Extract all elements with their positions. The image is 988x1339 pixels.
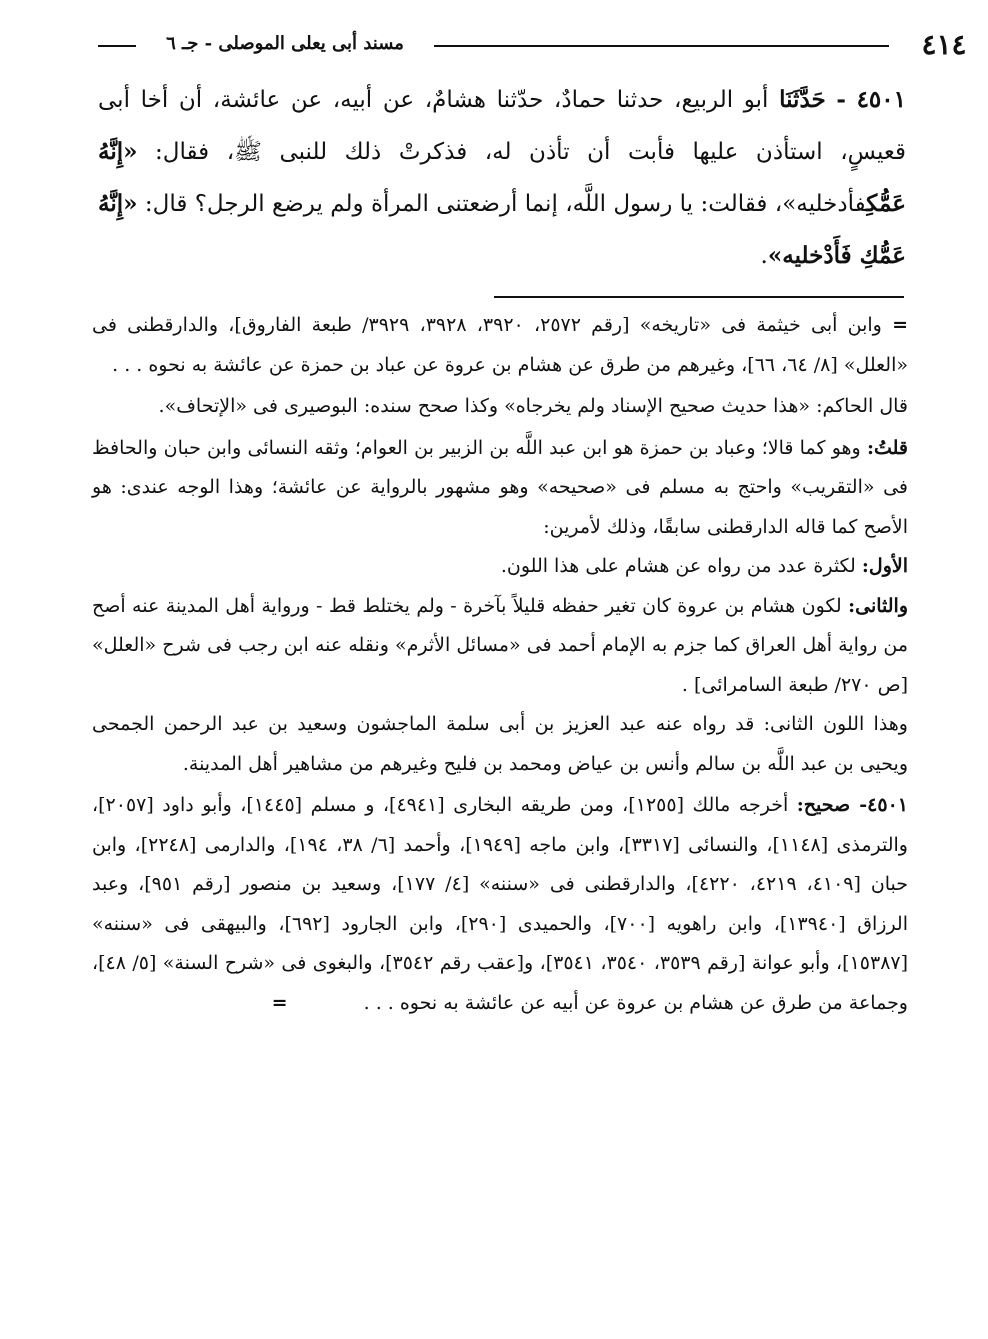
footnote-lead: ٤٥٠١- صحيح: (796, 794, 908, 816)
page-number: ٤١٤ (921, 28, 967, 61)
hadith-verb: حَدَّثَنَا (779, 86, 826, 113)
hadith-text-b: فأدخليه»، فقالت: يا رسول اللَّه، إنما أرضعتنى المرأة ولم يرضع الرجل؟ قال: (144, 191, 867, 217)
footnote-paragraph (92, 306, 908, 385)
footnote-text: وهو كما قالا؛ وعباد بن حمزة هو ابن عبد اللَّه بن الزبير بن العوام؛ وثقه النسائى وابن حبان والحافظ فى «التقريب» واحتج به مسلم فى «صحيحه» وهو مشهور بالرواية عن عائشة؛ وهذا الوجه عندى: هو الأصح كما قاله الدارقطنى سابقًا، وذلك لأمرين: (92, 436, 908, 538)
footnote-lead: قلتُ: (866, 436, 908, 459)
footnote-paragraph (92, 429, 908, 548)
footnote-lead: والثانى: (848, 594, 908, 617)
hadith-number: ٤٥٠١ (856, 86, 906, 113)
hadith-quote-1: «إِنَّهُ عَمُّكِ (98, 138, 907, 217)
hadith-quote-2: «إِنَّهُ عَمُّكِ فَأَدْخليه» (98, 190, 906, 269)
footnote-text: وابن أبى خيثمة فى «تاريخه» [رقم ٢٥٧٢، ٣٩٢٠، ٣٩٢٨، ٣٩٢٩/ طبعة الفاروق]، والدارقطنى فى «العلل» [٨/ ٦٤، ٦٦]، وغيرهم من طرق عن هشام بن عروة عن عباد بن حمزة عن عائشة به نحوه . . . (92, 314, 908, 376)
footnote-lead: الأول: (861, 555, 908, 577)
footnote-text: لكثرة عدد من رواه عن هشام على هذا اللون. (500, 555, 856, 577)
footnote-text: قال الحاكم: «هذا حديث صحيح الإسناد ولم يخرجاه» وكذا صحح سنده: البوصيرى فى «الإتحاف». (158, 395, 908, 417)
hadith-text (98, 74, 906, 282)
footnote-text: لكون هشام بن عروة كان تغير حفظه قليلاً بآخرة - ولم يختلط قط - ورواية أهل المدينة عنه أصح من رواية أهل العراق كما جزم به الإمام أحمد فى «مسائل الأثرم» ونقله عنه ابن رجب فى شرح «العلل» [ص ٢٧٠/ طبعة السامرائى] . (92, 594, 908, 696)
hadith-dash: - (836, 86, 846, 113)
footnotes (92, 306, 908, 1023)
footnote-paragraph (92, 547, 908, 587)
header-rule (434, 45, 889, 47)
header-rule (98, 45, 136, 47)
running-title: مسند أبى يعلى الموصلى - جـ ٦ (166, 33, 404, 54)
footnote-text: وهذا اللون الثانى: قد رواه عنه عبد العزيز بن أبى سلمة الماجشون وسعيد بن عبد الرحمن الجمحى ويحيى بن عبد اللَّه بن سالم وأنس بن عياض ومحمد بن فليح وغيرهم من مشاهير أهل المدينة. (92, 713, 908, 775)
footnote-paragraph (92, 705, 908, 784)
hadith-end: . (760, 243, 768, 269)
hadith-text-a: أبو الربيع، حدثنا حمادٌ، حدّثنا هشامٌ، عن أبيه، عن عائشة، أن أخا أبى قعيسٍ، استأذن عليها فأبت أن تأذن له، فذكرتْ ذلك للنبى ﷺ، فقال: (98, 87, 906, 165)
footnote-paragraph (92, 587, 908, 706)
continuation-mark: = (892, 314, 909, 336)
page-header (98, 28, 967, 62)
footnote-divider (494, 296, 904, 298)
continuation-mark: = (271, 991, 288, 1014)
footnote-text: أخرجه مالك [١٢٥٥]، ومن طريقه البخارى [٤٩٤١]، و مسلم [١٤٤٥]، وأبو داود [٢٠٥٧]، والترمذى [١١٤٨]، والنسائى [٣٣١٧]، وابن ماجه [١٩٤٩]، وأحمد [٦/ ٣٨، ١٩٤]، والدارمى [٢٢٤٨]، وابن حبان [٤١٠٩، ٤٢١٩، ٤٢٢٠]، والدارقطنى فى «سننه» [٤/ ١٧٧]، وسعيد بن منصور [رقم ٩٥١]، وعبد الرزاق [١٣٩٤٠]، وابن راهويه [٧٠٠]، والحميدى [٢٩٠]، وابن الجارود [٦٩٢]، والبيهقى فى «سننه» [١٥٣٨٧]، وأبو عوانة [رقم ٣٥٣٩، ٣٥٤٠، ٣٥٤١]، و[عقب رقم ٣٥٤٢]، والبغوى فى «شرح السنة» [٥/ ٤٨]، وجماعة من طرق عن هشام بن عروة عن أبيه عن عائشة به نحوه . . . (92, 794, 909, 1014)
footnote-paragraph (92, 387, 908, 427)
footnote-paragraph (92, 786, 908, 1023)
